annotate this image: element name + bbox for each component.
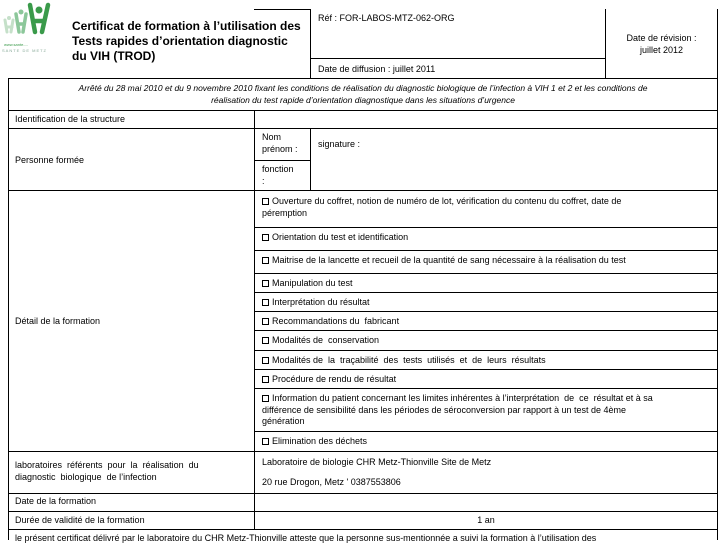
table-border-left (8, 78, 9, 540)
checklist-item-text (262, 232, 712, 244)
divider (254, 388, 718, 389)
decree-line: Arrêté du 28 mai 2010 et du 9 novembre 2010 fixant les conditions de réalisation du diagnostic biologique de l’infection à VIH 1 et 2 et les conditions de (78, 83, 648, 93)
divider (254, 431, 718, 432)
identification-field[interactable] (255, 111, 717, 128)
title-line: Certificat de formation à l’utilisation des (72, 19, 301, 33)
divider (310, 9, 311, 79)
checklist-item (262, 196, 712, 219)
labs-label (15, 460, 250, 483)
validity-value: 1 an (477, 515, 495, 525)
checklist-item-text (262, 196, 712, 208)
divider (254, 9, 310, 10)
identification-label: Identification de la structure (15, 114, 126, 124)
divider (310, 58, 605, 59)
logo-caption: www.sante-... (4, 42, 29, 47)
decree-line: réalisation du test rapide d’orientation diagnostique dans les situations d’urgence (211, 95, 515, 105)
name-field-label (262, 132, 298, 155)
checkbox[interactable] (262, 337, 269, 344)
item-label: Ouverture du coffret, notion de numéro de lot, vérification du contenu du coffret, date de (272, 196, 622, 206)
divider (254, 273, 718, 274)
item-label: Interprétation du résultat (272, 297, 370, 307)
divider (254, 160, 310, 161)
checklist-item-text (262, 316, 712, 328)
labs-name: Laboratoire de biologie CHR Metz-Thionville Site de Metz (262, 457, 492, 467)
label-text: diagnostic biologique de l’infection (15, 471, 157, 482)
checkbox[interactable] (262, 357, 269, 364)
revision-date (606, 33, 717, 56)
labs-address: 20 rue Drogon, Metz ' 0387553806 (262, 477, 401, 487)
document-title (72, 19, 312, 64)
item-label: Orientation du test et identification (272, 232, 409, 242)
logo (2, 2, 54, 52)
training-detail-label: Détail de la formation (15, 316, 101, 326)
revision-label: Date de révision : (626, 33, 697, 43)
logo-caption-2: SANTE DE METZ (2, 48, 48, 53)
checklist-item-text (262, 374, 712, 386)
checklist-item-text (262, 278, 712, 290)
divider (254, 110, 255, 530)
divider (254, 227, 718, 228)
logo-figures-icon (2, 2, 54, 42)
checklist-item-text (262, 393, 712, 405)
divider (254, 311, 718, 312)
label-text: fonction (262, 164, 294, 174)
table-border-right (717, 78, 718, 540)
training-date-label: Date de la formation (15, 496, 97, 506)
validity-label: Durée de validité de la formation (15, 515, 145, 525)
checklist-item (262, 232, 712, 244)
revision-value: juillet 2012 (639, 44, 684, 55)
checklist-item-text (262, 255, 712, 267)
footer-attestation: le présent certificat délivré par le laboratoire du CHR Metz-Thionville atteste que la personne sus-mentionnée a suivi la formation à l’utilisation des (15, 533, 597, 543)
divider (254, 369, 718, 370)
divider (254, 292, 718, 293)
divider (254, 350, 718, 351)
divider (8, 190, 718, 191)
divider (8, 511, 718, 512)
checklist-item (262, 316, 712, 328)
signature-label: signature : (318, 139, 361, 149)
label-text: Nom (262, 132, 282, 142)
title-line: du VIH (TROD) (72, 49, 156, 63)
checklist-item-text (262, 355, 712, 367)
divider (8, 78, 718, 79)
item-label: Modalités de la traçabilité des tests utilisés et de leurs résultats (272, 355, 546, 365)
divider (8, 451, 718, 452)
item-label: Procédure de rendu de résultat (272, 374, 397, 384)
divider (254, 330, 718, 331)
checkbox[interactable] (262, 280, 269, 287)
function-field-label (262, 164, 294, 187)
checklist-item (262, 335, 712, 347)
checklist-item (262, 436, 712, 448)
label-text: : (262, 175, 265, 186)
checklist-item-text (262, 436, 712, 448)
checkbox[interactable] (262, 438, 269, 445)
person-label: Personne formée (15, 155, 85, 165)
decree-text (8, 82, 718, 106)
checklist-item (262, 355, 712, 367)
title-line: Tests rapides d’orientation diagnostic (72, 34, 288, 48)
checklist-item (262, 255, 712, 267)
item-label: Recommandations du fabricant (272, 316, 400, 326)
checkbox[interactable] (262, 318, 269, 325)
checklist-item-text (262, 297, 712, 309)
item-label: Maitrise de la lancette et recueil de la quantité de sang nécessaire à la réalisation du test (272, 255, 626, 265)
label-text: prénom : (262, 143, 298, 154)
divider (254, 250, 718, 251)
checkbox[interactable] (262, 376, 269, 383)
item-label: Manipulation du test (272, 278, 353, 288)
divider (717, 9, 718, 79)
item-label: Modalités de conservation (272, 335, 380, 345)
checklist-item (262, 297, 712, 309)
item-label: Elimination des déchets (272, 436, 368, 446)
checkbox[interactable] (262, 198, 269, 205)
item-label: Information du patient concernant les limites inhérentes à l’interprétation de ce résultat et à sa (272, 393, 653, 403)
checklist-item (262, 393, 712, 428)
signature-field[interactable] (311, 150, 717, 190)
checkbox[interactable] (262, 299, 269, 306)
item-label-continued: différence de sensibilité dans les périodes de séroconversion par rapport à un test de 4ème (262, 404, 627, 415)
item-label-continued: génération (262, 416, 305, 426)
diffusion-date: Date de diffusion : juillet 2011 (318, 64, 436, 74)
divider (8, 128, 718, 129)
checklist-item (262, 278, 712, 290)
training-date-field[interactable] (255, 494, 717, 511)
checklist-item-text (262, 335, 712, 347)
checkbox[interactable] (262, 234, 269, 241)
reference: Réf : FOR-LABOS-MTZ-062-ORG (318, 13, 455, 23)
divider (8, 529, 718, 530)
item-label-continued: péremption (262, 207, 308, 218)
checklist-item (262, 374, 712, 386)
checkbox[interactable] (262, 257, 269, 264)
checkbox[interactable] (262, 395, 269, 402)
label-text: laboratoires référents pour la réalisation du (15, 460, 199, 470)
